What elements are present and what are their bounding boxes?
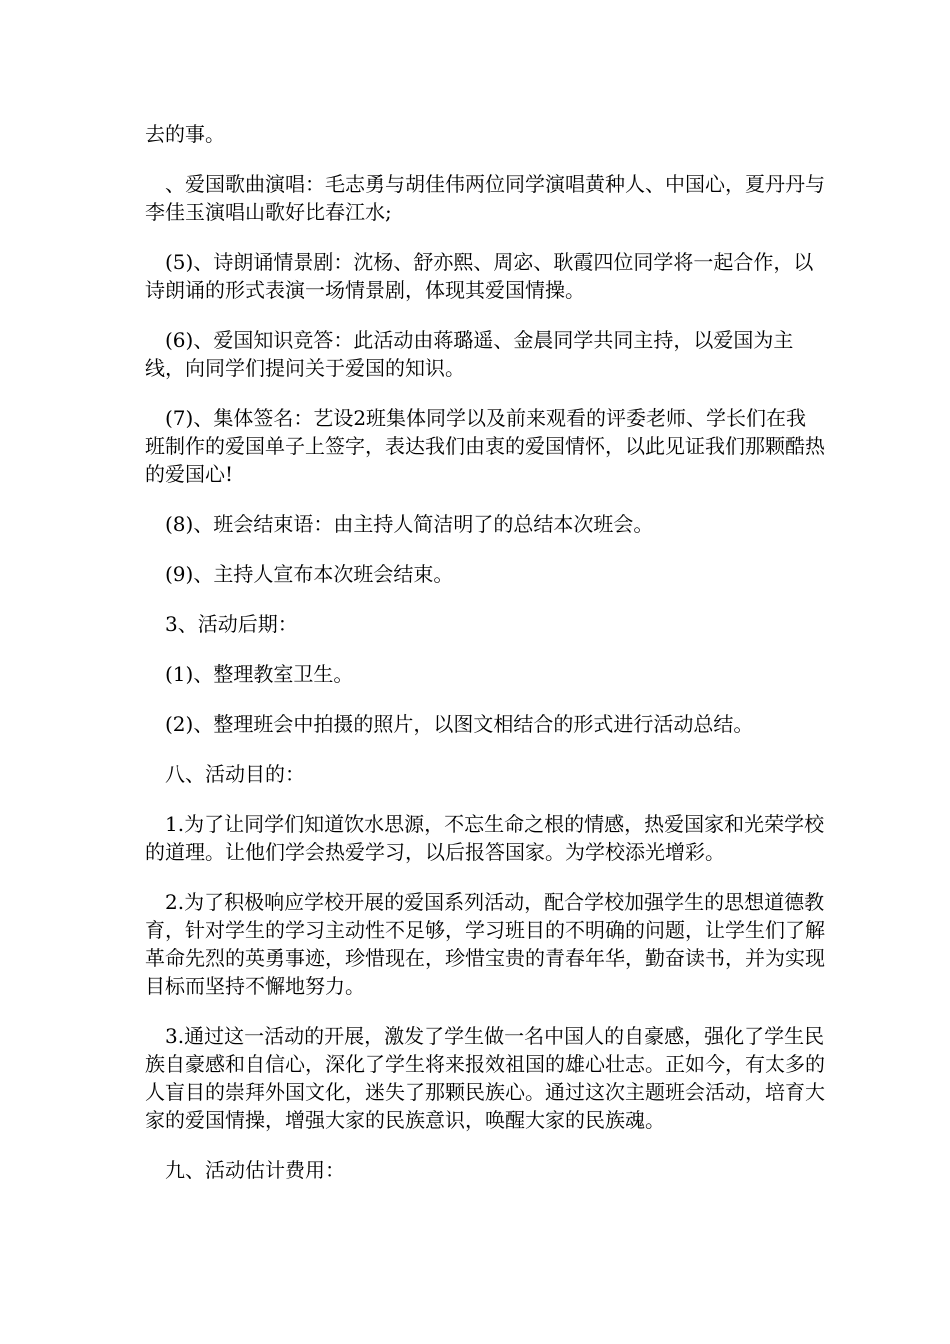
paragraph-purpose-2: 2.为了积极响应学校开展的爱国系列活动，配合学校加强学生的思想道德教育，针对学生的学习主动性不足够，学习班目的不明确的问题，让学生们了解革命先烈的英勇事迹，珍惜现在，珍惜宝贵的青春年华，勤奋读书，并为实现目标而坚持不懈地努力。 [145, 890, 825, 998]
paragraph-item-7: (7)、集体签名：艺设2班集体同学以及前来观看的评委老师、学长们在我班制作的爱国单子上签字，表达我们由衷的爱国情怀，以此见证我们那颗酷热的爱国心! [145, 406, 825, 486]
paragraph-item-6: (6)、爱国知识竞答：此活动由蒋璐遥、金晨同学共同主持，以爱国为主线，向同学们提问关于爱国的知识。 [145, 328, 794, 380]
paragraph-post-item-1: (1)、整理教室卫生。 [165, 662, 354, 686]
paragraph-post-item-2: (2)、整理班会中拍摄的照片，以图文相结合的形式进行活动总结。 [165, 712, 754, 736]
paragraph-purpose-1: 1.为了让同学们知道饮水思源，不忘生命之根的情感，热爱国家和光荣学校的道理。让他们学会热爱学习，以后报答国家。为学校添光增彩。 [145, 812, 825, 864]
paragraph-patriotic-song: 、爱国歌曲演唱：毛志勇与胡佳伟两位同学演唱黄种人、中国心，夏丹丹与李佳玉演唱山歌好比春江水; [145, 172, 825, 224]
section-heading-estimated-cost: 九、活动估计费用： [165, 1158, 345, 1182]
paragraph-item-9: (9)、主持人宣布本次班会结束。 [165, 562, 454, 586]
paragraph-continuation: 去的事。 [145, 122, 225, 146]
document-body [145, 120, 825, 1206]
paragraph-purpose-3: 3.通过这一活动的开展，激发了学生做一名中国人的自豪感，强化了学生民族自豪感和自信心，深化了学生将来报效祖国的雄心壮志。正如今，有太多的人盲目的崇拜外国文化，迷失了那颗民族心。通过这次主题班会活动，培育大家的爱国情操，增强大家的民族意识，唤醒大家的民族魂。 [145, 1024, 825, 1132]
paragraph-item-5: (5)、诗朗诵情景剧：沈杨、舒亦熙、周宓、耿霞四位同学将一起合作，以诗朗诵的形式表演一场情景剧，体现其爱国情操。 [145, 250, 814, 302]
section-heading-post-activity: 3、活动后期： [165, 612, 298, 636]
paragraph-item-8: (8)、班会结束语：由主持人简洁明了的总结本次班会。 [165, 512, 654, 536]
section-heading-activity-purpose: 八、活动目的： [165, 762, 305, 786]
